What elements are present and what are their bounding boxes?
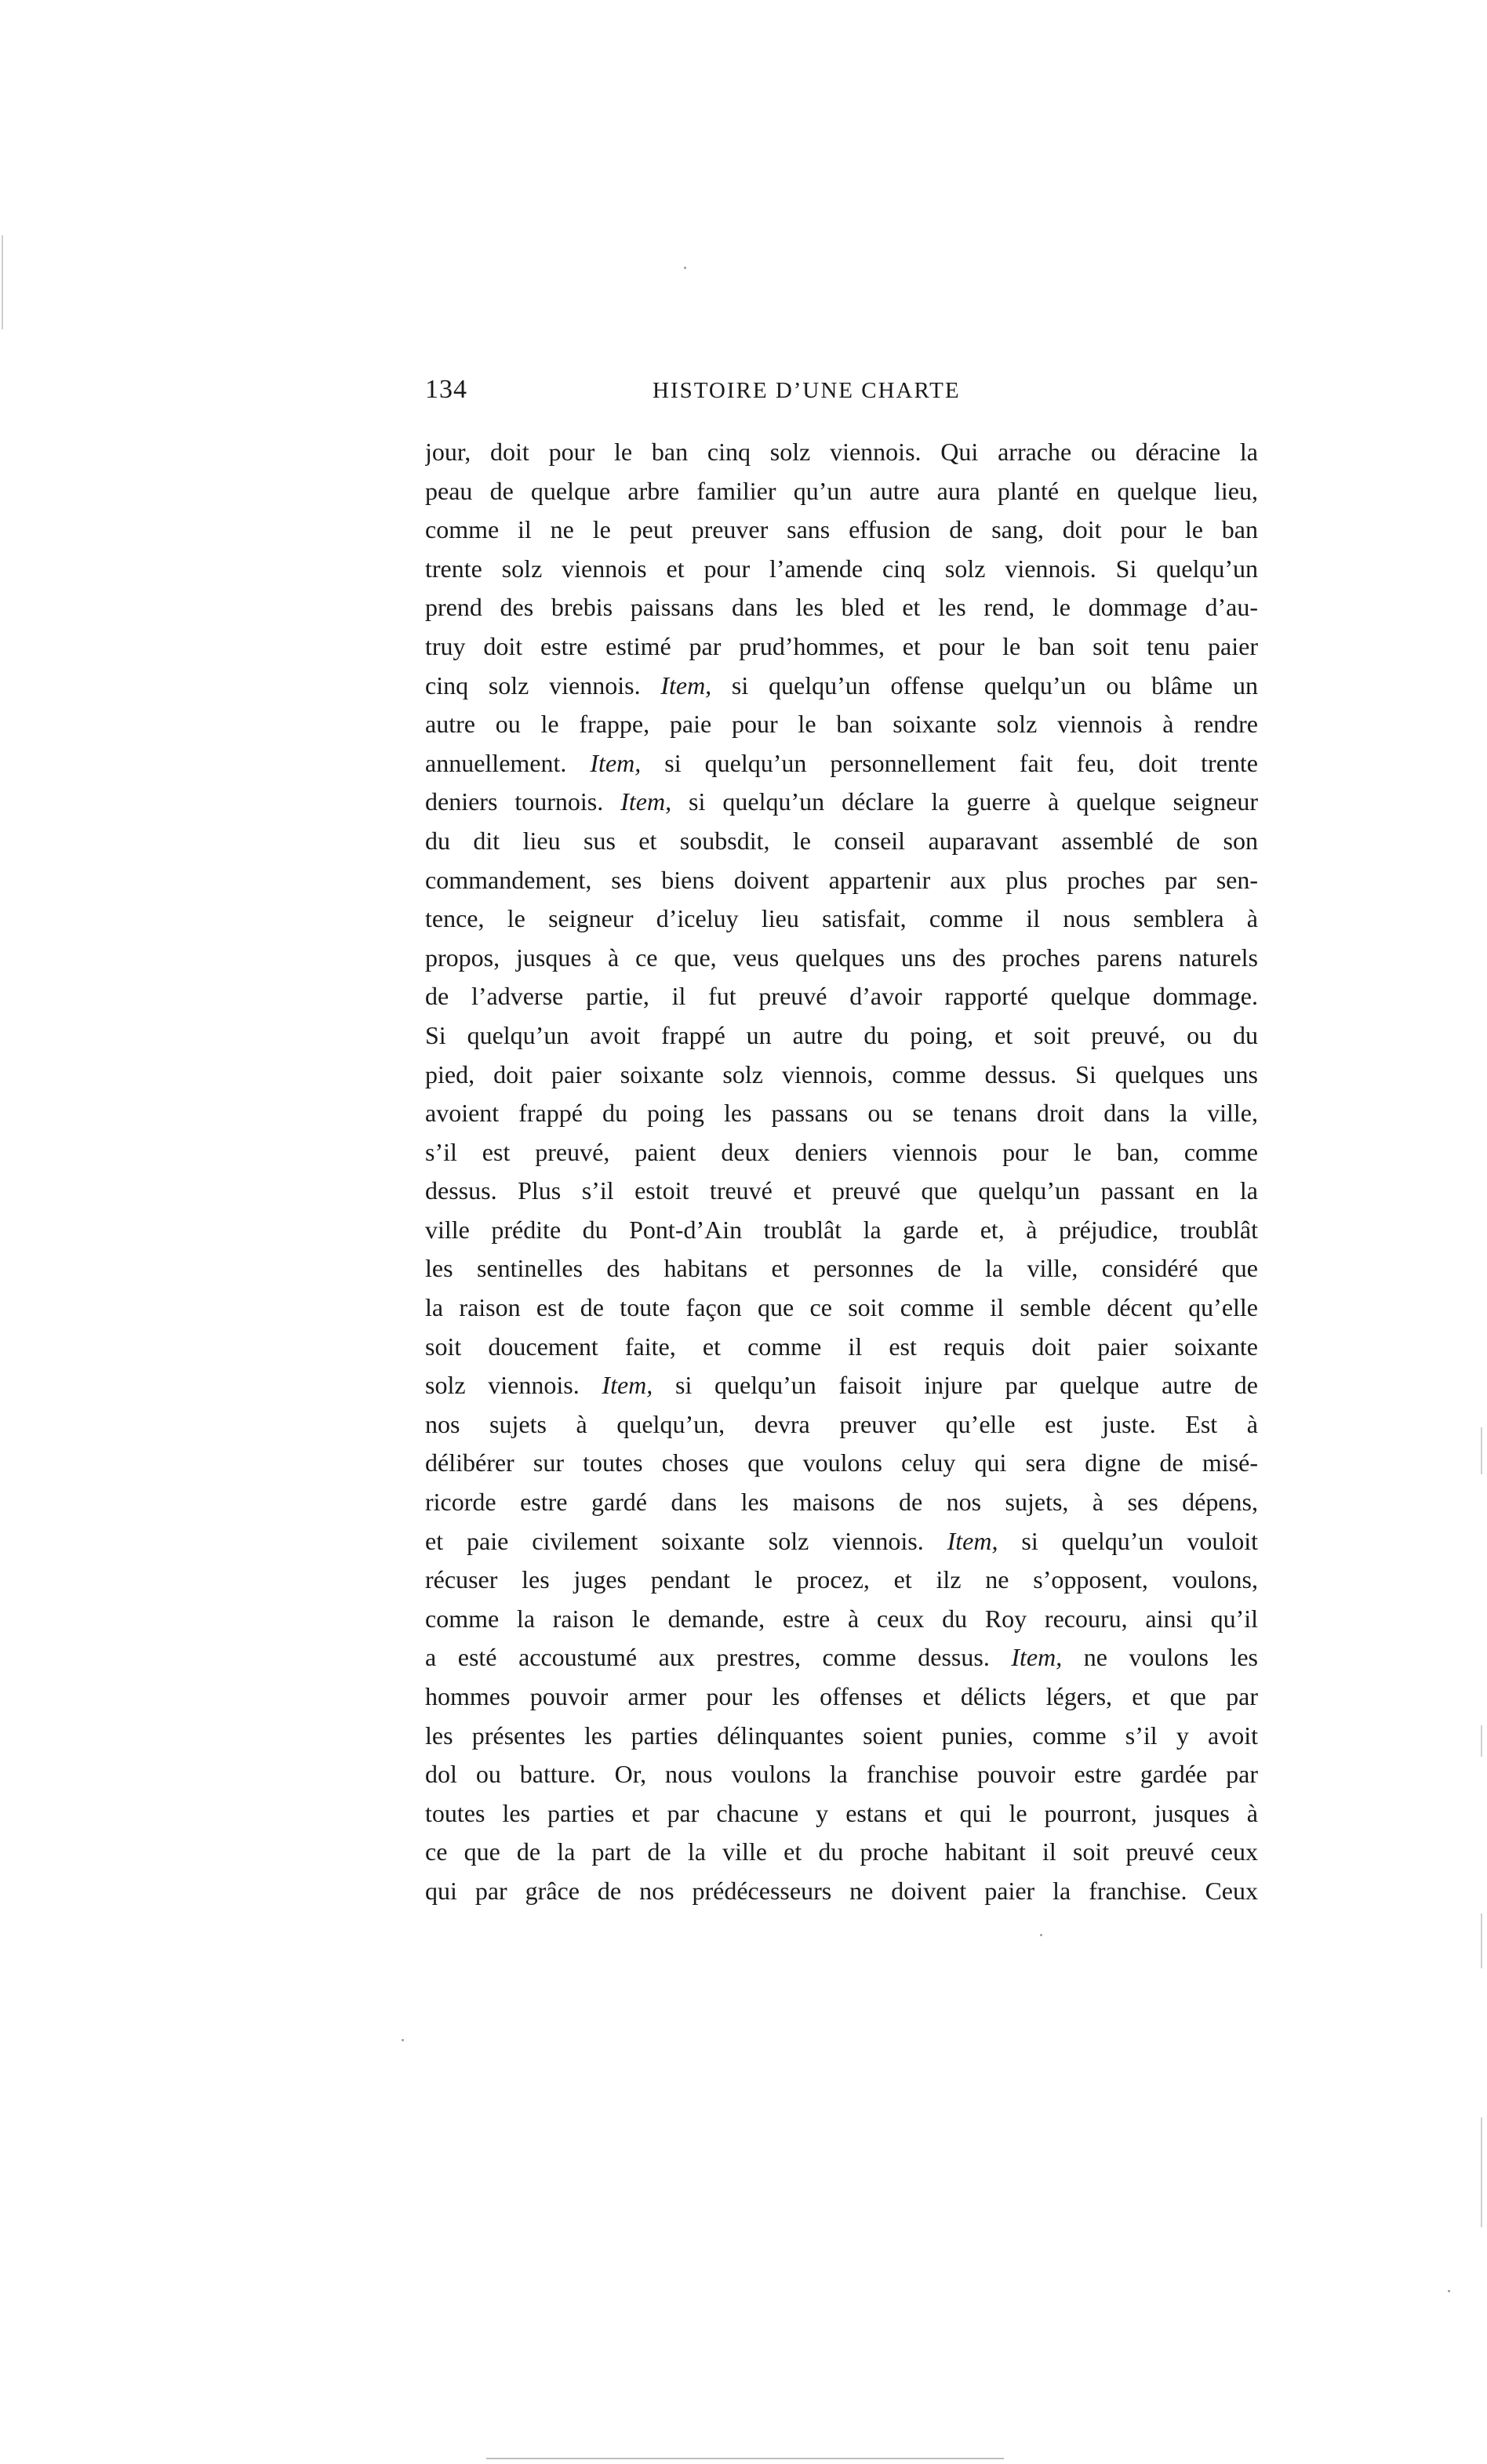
text-run: si quelqu’un vouloit — [998, 1526, 1258, 1555]
text-line — [425, 744, 1258, 783]
text-run: jour, doit pour le ban cinq solz viennois. Qui arrache ou déracine la — [425, 438, 1258, 466]
text-line — [425, 861, 1258, 900]
text-run: la raison est de toute façon que ce soit comme il semble décent qu’elle — [425, 1293, 1258, 1322]
text-line — [425, 588, 1258, 627]
italic-term: Item, — [602, 1371, 653, 1400]
text-line — [425, 939, 1258, 978]
scan-bottom-edge — [486, 2458, 1004, 2459]
scan-speck — [684, 267, 686, 269]
text-run: si quelqu’un personnellement fait feu, doit trente — [641, 748, 1258, 777]
scan-edge-mark — [1481, 1913, 1482, 1968]
text-line — [425, 1677, 1258, 1717]
text-run: avoient frappé du poing les passans ou se tenans droit dans la ville, — [425, 1099, 1258, 1128]
text-line — [425, 1288, 1258, 1328]
text-line — [425, 550, 1258, 589]
text-run: annuellement. — [425, 748, 591, 777]
text-run: ricorde estre gardé dans les maisons de nos sujets, à ses dépens, — [425, 1488, 1258, 1517]
text-run: si quelqu’un déclare la guerre à quelque seigneur — [671, 787, 1258, 816]
text-run: les sentinelles des habitans et personnes de la ville, considéré que — [425, 1254, 1258, 1283]
scan-edge-mark — [1481, 1427, 1482, 1474]
scan-speck — [1040, 1934, 1042, 1936]
text-line — [425, 1328, 1258, 1367]
text-run: du dit lieu sus et soubsdit, le conseil auparavant assemblé de son — [425, 826, 1258, 855]
text-run: si quelqu’un faisoit injure par quelque autre de — [653, 1371, 1258, 1400]
text-line — [425, 667, 1258, 706]
text-run: trente solz viennois et pour l’amende cinq solz viennois. Si quelqu’un — [425, 554, 1258, 583]
text-line — [425, 433, 1258, 472]
text-line — [425, 899, 1258, 939]
text-run: truy doit estre estimé par prud’hommes, et pour le ban soit tenu paier — [425, 631, 1258, 660]
body-text — [425, 433, 1258, 1911]
text-run: autre ou le frappe, paie pour le ban soixante solz viennois à rendre — [425, 710, 1258, 739]
text-run: si quelqu’un offense quelqu’un ou blâme un — [711, 671, 1258, 700]
text-run: ne voulons les — [1062, 1643, 1258, 1672]
text-line — [425, 705, 1258, 744]
text-line — [425, 1522, 1258, 1561]
scan-edge-mark — [1481, 2117, 1482, 2227]
text-run: nos sujets à quelqu’un, devra preuver qu’elle est juste. Est à — [425, 1409, 1258, 1438]
text-run: les présentes les parties délinquantes soient punies, comme s’il y avoit — [425, 1721, 1258, 1750]
text-line — [425, 1833, 1258, 1872]
text-run: peau de quelque arbre familier qu’un autre aura planté en quelque lieu, — [425, 476, 1258, 505]
text-line — [425, 1016, 1258, 1056]
text-line — [425, 1405, 1258, 1445]
text-line — [425, 1056, 1258, 1095]
text-line — [425, 1249, 1258, 1288]
text-run: toutes les parties et par chacune y estans et qui le pourront, jusques à — [425, 1798, 1258, 1827]
text-line — [425, 1172, 1258, 1211]
scan-speck — [402, 2039, 404, 2041]
text-run: récuser les juges pendant le procez, et ilz ne s’opposent, voulons, — [425, 1565, 1258, 1594]
italic-term: Item, — [660, 671, 712, 700]
text-line — [425, 1872, 1258, 1911]
text-run: hommes pouvoir armer pour les offenses et délicts légers, et que par — [425, 1682, 1258, 1710]
text-run: comme la raison le demande, estre à ceux du Roy recouru, ainsi qu’il — [425, 1604, 1258, 1633]
text-line — [425, 1444, 1258, 1483]
text-line — [425, 511, 1258, 550]
text-line — [425, 1600, 1258, 1639]
text-run: dessus. Plus s’il estoit treuvé et preuvé que quelqu’un passant en la — [425, 1176, 1258, 1205]
italic-term: Item, — [1011, 1643, 1063, 1672]
text-run: ce que de la part de la ville et du proche habitant il soit preuvé ceux — [425, 1837, 1258, 1866]
text-line — [425, 1483, 1258, 1522]
text-line — [425, 1561, 1258, 1600]
text-line — [425, 1755, 1258, 1794]
italic-term: Item, — [947, 1526, 998, 1555]
running-head — [425, 375, 1258, 416]
italic-term: Item, — [620, 787, 672, 816]
text-line — [425, 977, 1258, 1016]
scan-speck — [1448, 2290, 1450, 2292]
text-line — [425, 1638, 1258, 1677]
scan-edge-mark — [1481, 1725, 1482, 1757]
text-run: Si quelqu’un avoit frappé un autre du poing, et soit preuvé, ou du — [425, 1020, 1258, 1049]
text-line — [425, 822, 1258, 861]
text-line — [425, 1211, 1258, 1250]
text-run: et paie civilement soixante solz viennois. — [425, 1526, 947, 1555]
text-run: pied, doit paier soixante solz viennois, comme dessus. Si quelques uns — [425, 1059, 1258, 1088]
text-line — [425, 627, 1258, 667]
text-run: prend des brebis paissans dans les bled et les rend, le dommage d’au- — [425, 593, 1258, 622]
text-run: dol ou batture. Or, nous voulons la franchise pouvoir estre gardée par — [425, 1760, 1258, 1789]
text-line — [425, 1133, 1258, 1172]
text-line — [425, 472, 1258, 511]
text-line — [425, 1366, 1258, 1405]
text-run: commandement, ses biens doivent appartenir aux plus proches par sen- — [425, 865, 1258, 894]
text-line — [425, 1794, 1258, 1833]
text-run: ville prédite du Pont-d’Ain troublât la garde et, à préjudice, troublât — [425, 1215, 1258, 1244]
italic-term: Item, — [590, 748, 642, 777]
text-run: s’il est preuvé, paient deux deniers viennois pour le ban, comme — [425, 1137, 1258, 1166]
text-run: deniers tournois. — [425, 787, 621, 816]
text-run: solz viennois. — [425, 1371, 602, 1400]
text-line — [425, 783, 1258, 822]
text-run: soit doucement faite, et comme il est requis doit paier soixante — [425, 1332, 1258, 1361]
running-title: HISTOIRE D’UNE CHARTE — [653, 378, 961, 403]
text-line — [425, 1717, 1258, 1756]
text-run: comme il ne le peut preuver sans effusion de sang, doit pour le ban — [425, 515, 1258, 544]
scan-edge-mark — [2, 235, 3, 329]
text-line — [425, 1094, 1258, 1133]
text-run: cinq solz viennois. — [425, 671, 661, 700]
text-run: délibérer sur toutes choses que voulons celuy qui sera digne de misé- — [425, 1448, 1258, 1477]
text-run: propos, jusques à ce que, veus quelques uns des proches parens naturels — [425, 943, 1258, 972]
page-number: 134 — [425, 375, 467, 404]
text-run: tence, le seigneur d’iceluy lieu satisfait, comme il nous semblera à — [425, 904, 1258, 933]
text-run: de l’adverse partie, il fut preuvé d’avoir rapporté quelque dommage. — [425, 982, 1258, 1011]
text-run: a esté accoustumé aux prestres, comme dessus. — [425, 1643, 1012, 1672]
text-run: qui par grâce de nos prédécesseurs ne doivent paier la franchise. Ceux — [425, 1876, 1258, 1905]
